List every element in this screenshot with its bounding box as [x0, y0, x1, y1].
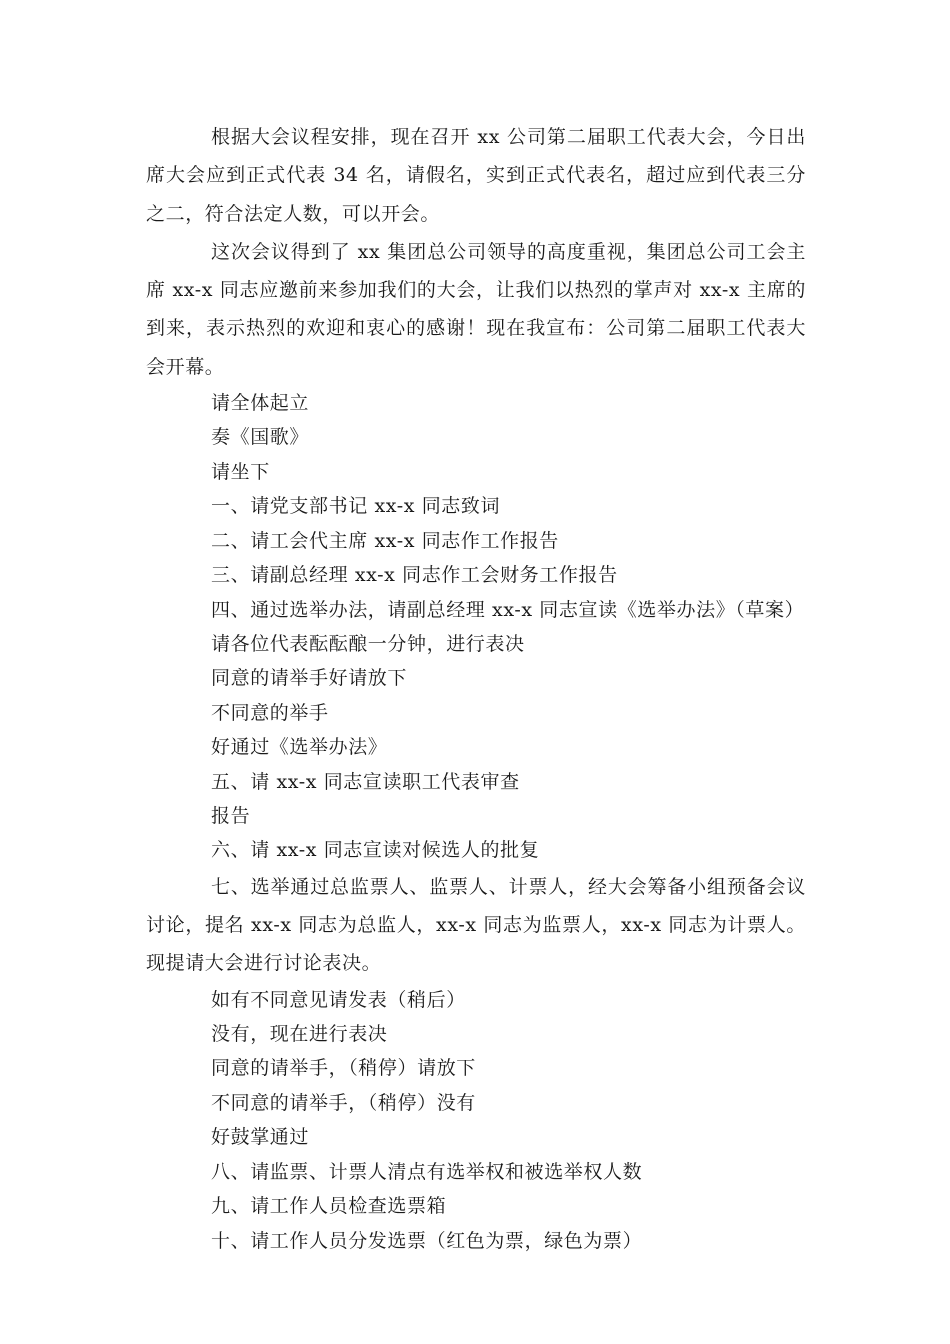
agenda-line: 一、请党支部书记 xx-x 同志致词 — [211, 495, 501, 518]
agenda-line: 好通过《选举办法》 — [211, 736, 388, 759]
agenda-line: 不同意的请举手，（稍停）没有 — [211, 1091, 476, 1114]
agenda-line: 九、请工作人员检查选票箱 — [211, 1195, 447, 1218]
agenda-line: 不同意的举手 — [211, 701, 329, 724]
agenda-line: 六、请 xx-x 同志宣读对候选人的批复 — [211, 839, 540, 862]
agenda-line: 三、请副总经理 xx-x 同志作工会财务工作报告 — [211, 564, 618, 587]
agenda-list-1 — [146, 386, 806, 868]
agenda-line: 请各位代表酝酝酿一分钟，进行表决 — [211, 632, 525, 655]
document-body — [146, 118, 806, 1258]
agenda-line: 二、请工会代主席 xx-x 同志作工作报告 — [211, 529, 559, 552]
paragraph-election-staff: 七、选举通过总监票人、监票人、计票人，经大会筹备小组预备会议讨论，提名 xx-x 同志为总监人，xx-x 同志为监票人，xx-x 同志为计票人。现提请大会进行讨论表决。 — [146, 875, 806, 975]
agenda-line: 好鼓掌通过 — [211, 1126, 310, 1149]
agenda-list-2 — [146, 983, 806, 1258]
agenda-line: 报告 — [211, 804, 251, 827]
agenda-line: 四、通过选举办法，请副总经理 xx-x 同志宣读《选举办法》（草案） — [211, 598, 805, 621]
agenda-line: 奏《国歌》 — [211, 426, 310, 449]
agenda-line: 同意的请举手，（稍停）请放下 — [211, 1057, 476, 1080]
agenda-line: 请坐下 — [211, 460, 270, 483]
agenda-line: 没有，现在进行表决 — [211, 1023, 388, 1046]
agenda-line: 五、请 xx-x 同志宣读职工代表审查 — [211, 770, 520, 793]
agenda-line: 同意的请举手好请放下 — [211, 667, 408, 690]
agenda-line: 如有不同意见请发表（稍后） — [211, 988, 466, 1011]
paragraph-leadership: 这次会议得到了 xx 集团总公司领导的高度重视，集团总公司工会主席 xx-x 同志应邀前来参加我们的大会，让我们以热烈的掌声对 xx-x 主席的到来，表示热烈的欢迎和衷心的感谢！现在我宣布：公司第二届职工代表大会开幕。 — [146, 240, 806, 378]
paragraph-opening: 根据大会议程安排，现在召开 xx 公司第二届职工代表大会，今日出席大会应到正式代表 34 名，请假名，实到正式代表名，超过应到代表三分之二，符合法定人数，可以开会。 — [146, 126, 806, 225]
agenda-line: 八、请监票、计票人清点有选举权和被选举权人数 — [211, 1160, 643, 1183]
agenda-line: 请全体起立 — [211, 392, 310, 415]
agenda-line: 十、请工作人员分发选票（红色为票，绿色为票） — [211, 1229, 643, 1252]
